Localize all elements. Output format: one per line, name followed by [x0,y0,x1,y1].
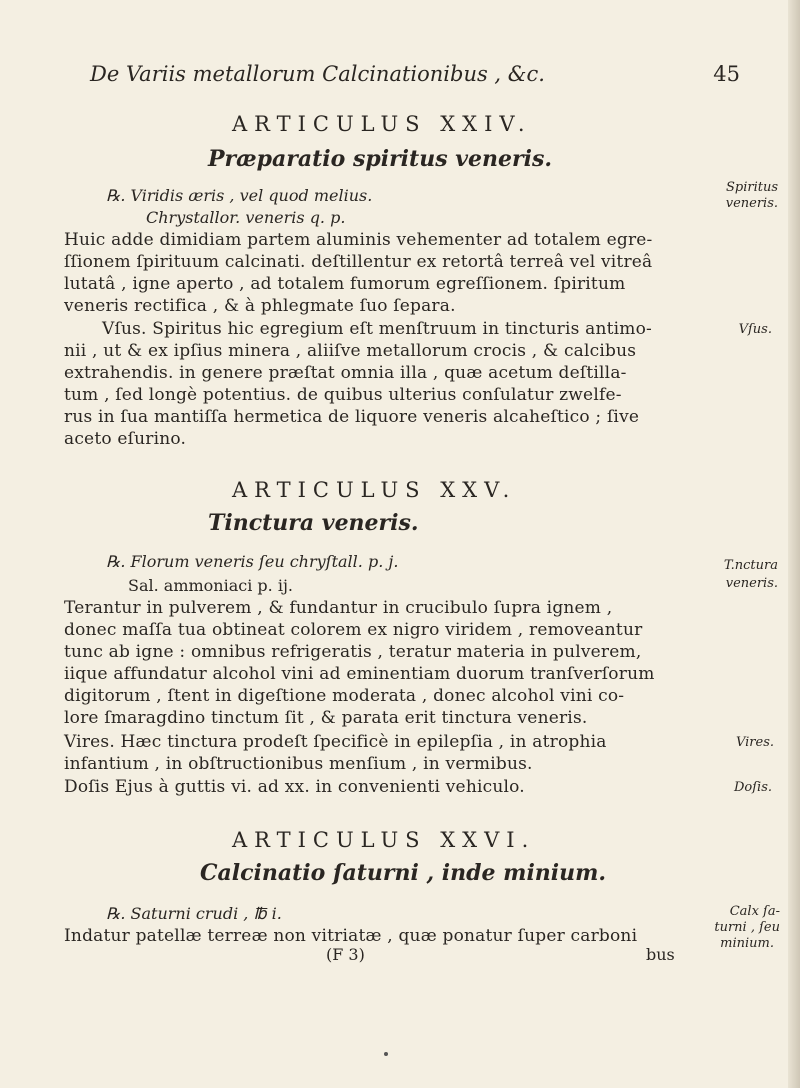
margin-note: veneris. [725,576,778,591]
text-line: donec maſſa tua obtineat colorem ex nigro viridem , removeantur [64,620,643,640]
text-line: extrahendis. in genere præſtat omnia illa , quæ acetum deſtilla- [64,363,627,383]
text-line: digitorum , ſtent in digeſtione moderata , donec alcohol vini co- [64,686,625,706]
text-line: Doſis Ejus à guttis vi. ad xx. in convenienti vehiculo. [64,777,525,797]
margin-note: Vſus. [738,322,772,337]
text-line: lore ſmaragdino tinctum ſit , & parata erit tinctura veneris. [64,708,588,728]
margin-note: veneris. [725,196,778,211]
text-line: Terantur in pulverem , & fundantur in crucibulo ſupra ignem , [64,598,613,618]
margin-note: Spiritus [725,180,778,195]
margin-note: T.nctura [723,558,778,573]
running-head-title: De Variis metallorum Calcinationibus , &c. [90,62,545,86]
margin-note: minium. [720,936,774,951]
article-25-heading: ARTICULUS XXV. [232,478,517,502]
text-line: aceto eſurino. [64,429,187,449]
text-line: lutatâ , igne aperto , ad totalem fumorum egreſſionem. ſpiritum [64,274,626,294]
recipe-line: Chrystallor. veneris q. p. [146,208,346,227]
text-line: nii , ut & ex ipſius minera , aliiſve metallorum crocis , & calcibus [64,341,637,361]
paper-speck [384,1052,388,1056]
text-line: Vſus. Spiritus hic egregium eſt menſtruum in tincturis antimo- [102,319,652,339]
text-line: Vires. Hæc tinctura prodeſt ſpecificè in epilepſia , in atrophia [64,732,607,752]
text-line: rus in ſua mantiſſa hermetica de liquore veneris alcaheſtico ; ſive [64,407,640,427]
catchword: bus [646,945,675,964]
article-25-title: Tinctura veneris. [208,510,419,536]
margin-note: Calx ſa- [729,904,780,919]
article-26-title: Calcinatio ſaturni , inde minium. [200,860,607,886]
text-line: Huic adde dimidiam partem aluminis vehementer ad totalem egre- [64,230,653,250]
recipe-line: ℞. Florum veneris ſeu chryſtall. p. j. [106,552,399,571]
page-edge [788,0,800,1088]
text-line: iique affundatur alcohol vini ad eminentiam duorum tranſverſorum [64,664,655,684]
signature-mark: (F 3) [326,945,365,964]
article-26-heading: ARTICULUS XXVI. [232,828,536,852]
text-line: infantium , in obſtructionibus menſium , in vermibus. [64,754,533,774]
page-number: 45 [713,62,740,86]
article-24-title: Præparatio spiritus veneris. [208,146,553,172]
recipe-line: ℞. Viridis æris , vel quod melius. [106,186,373,205]
margin-note: Doſis. [733,780,772,795]
text-line: Indatur patellæ terreæ non vitriatæ , quæ ponatur ſuper carboni [64,926,638,946]
running-head [90,62,740,86]
margin-note: turni , ſeu [714,920,780,935]
text-line: ſſionem ſpirituum calcinati. deſtillentur ex retortâ terreâ vel vitreâ [64,252,653,272]
recipe-line: Sal. ammoniaci p. ij. [128,576,294,595]
text-line: tum , ſed longè potentius. de quibus ulterius conſulatur zwelfe- [64,385,622,405]
recipe-line: ℞. Saturni crudi , ℔ i. [106,904,282,923]
text-line: tunc ab igne : omnibus refrigeratis , teratur materia in pulverem, [64,642,642,662]
text-line: veneris rectifica , & à phlegmate ſuo ſepara. [64,296,456,316]
margin-note: Vires. [735,735,774,750]
article-24-heading: ARTICULUS XXIV. [232,112,532,136]
